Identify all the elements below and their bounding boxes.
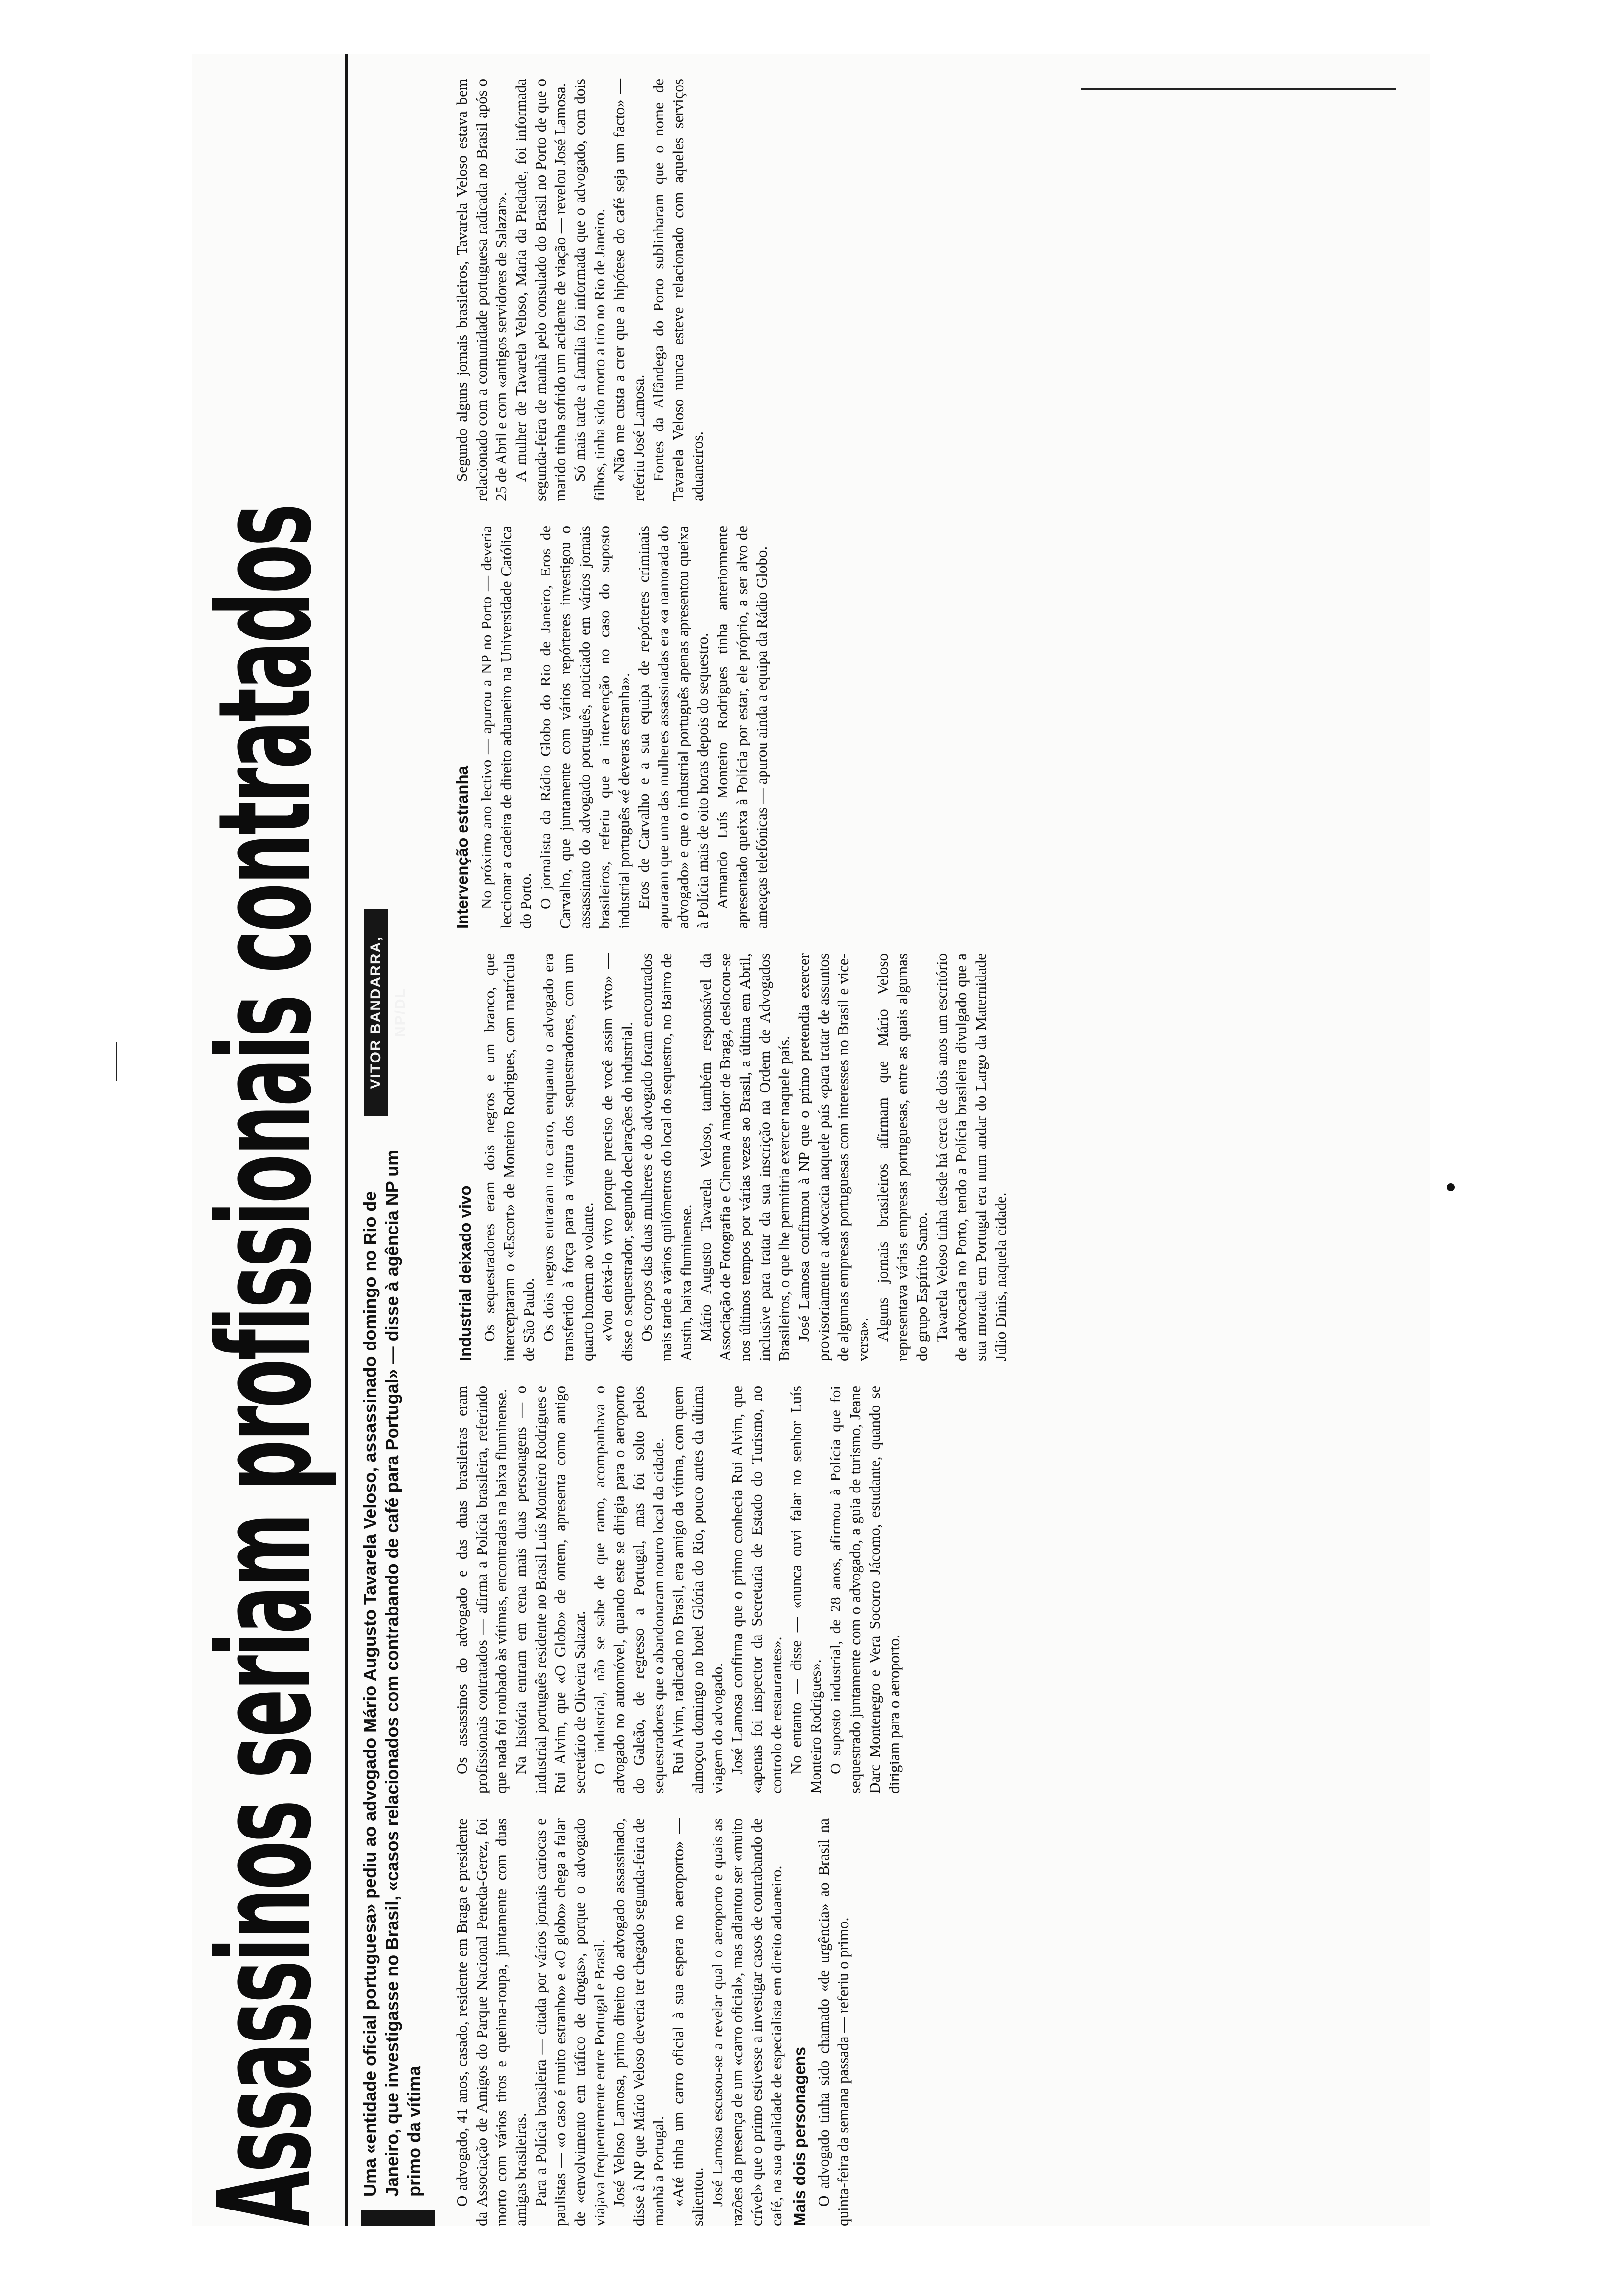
paragraph: Alguns jornais brasileiros afirmam que Mário Veloso representava várias empresas portuguesas, entre as quais algumas do grupo Espírito Santo.: [874, 953, 930, 1361]
paragraph: Os corpos das duas mulheres e do advogado foram encontrados mais tarde a vários quilómetros do local do sequestro, no Bairro de Austin, baixa fluminense.: [638, 953, 694, 1361]
paragraph: Para a Polícia brasileira — citada por vários jornais cariocas e paulistas — «o caso é muito estranho» e «O globo» chega a falar de «envolvimento em tráfico de drogas», porque o advogado viajava frequentemente entre Portugal e Brasil.: [532, 1818, 608, 2226]
paragraph: No próximo ano lectivo — apurou a NP no Porto — deveria leccionar a cadeira de direito aduaneiro na Universidade Católica do Porto.: [478, 526, 534, 929]
paragraph: José Veloso Lamosa, primo direito do advogado assassinado, disse à NP que Mário Veloso deveria ter chegado segunda-feira de manhã a Portugal.: [610, 1818, 667, 2226]
paragraph: Armando Luís Monteiro Rodrigues tinha anteriormente apresentado queixa à Polícia por estar, ele próprio, a ser alvo de ameaças telefónicas — apurou ainda a equipa da Rádio Globo.: [714, 526, 770, 929]
paragraph: No entanto — disse — «nunca ouvi falar no senhor Luís Monteiro Rodrigues».: [787, 1386, 824, 1794]
paragraph: «Até tinha um carro oficial à sua espera no aeroporto» — salientou.: [669, 1818, 706, 2226]
newspaper-clipping: [192, 54, 1430, 2226]
paragraph: Só mais tarde a família foi informada que o advogado, com dois filhos, tinha sido morto a tiro no Rio de Janeiro.: [571, 79, 608, 501]
paragraph: Segundo alguns jornais brasileiros, Tavarela Veloso estava bem relacionado com a comunidade portuguesa radicada no Brasil após o 25 de Abril e com «antigos servidores de Salazar».: [453, 79, 510, 501]
column-4: [452, 526, 772, 929]
paragraph: O advogado, 41 anos, casado, residente em Braga e presidente da Associação de Amigos do Parque Nacional Peneda-Gerez, foi morto com vários tiros e queima-roupa, juntamente com duas amigas brasileiras.: [453, 1818, 529, 2226]
column-2: [452, 1386, 904, 1794]
paragraph: Rui Alvim, radicado no Brasil, era amigo da vítima, com quem almoçou domingo no hotel Glória do Rio, pouco antes da última viagem do advogado.: [669, 1386, 726, 1794]
paragraph: Os assassinos do advogado e das duas brasileiras eram profissionais contratados — afirma a Polícia brasileira, referindo que nada foi roubado às vítimas, encontradas na baixa fluminense.: [453, 1386, 510, 1794]
paragraph: A mulher de Tavarela Veloso, Maria da Piedade, foi informada segunda-feira de manhã pelo consulado do Brasil no Porto de que o marido tinha sofrido um acidente de viação — revelou José Lamosa.: [512, 79, 569, 501]
paragraph: O suposto industrial, de 28 anos, afirmou à Polícia que foi sequestrado juntamente com o advogado, a guia de turismo, Jeane Darc Montenegro e Vera Socorro Jácomo, estudante, quando se dirigiam para o aeroporto.: [827, 1386, 903, 1794]
paragraph: José Lamosa escusou-se a revelar qual o aeroporto e quais as razões da presença de um «carro oficial», mas adiantou ser «muito crível» que o primo estivesse a investigar casos de contrabando de café, na sua qualidade de especialista em direito aduaneiro.: [709, 1818, 785, 2226]
scan-edge-mark: [116, 1042, 117, 1081]
subheading: Industrial deixado vivo: [456, 1185, 474, 1361]
headline: Assassinos seriam profissionais contratados: [191, 505, 340, 2226]
scan-edge-mark: [1081, 88, 1396, 90]
paragraph: José Lamosa confirmou à NP que o primo pretendia exercer provisoriamente a advocacia naquele país «para tratar de assuntos de algumas empresas portuguesas com interesses no Brasil e vice-versa».: [795, 953, 871, 1361]
lead-marker-bar: [361, 2210, 435, 2226]
column-5: [452, 79, 708, 501]
headline-rule: [345, 54, 348, 2226]
subheading: Intervenção estranha: [453, 766, 471, 929]
paragraph: O jornalista da Rádio Globo do Rio de Janeiro, Eros de Carvalho, que juntamente com vários repórteres investigou o assassinato do advogado português, noticiado em vários jornais brasileiros, referiu que a intervenção no caso do suposto industrial português «é deveras estranha».: [537, 526, 633, 929]
paragraph: Mário Augusto Tavarela Veloso, também responsável da Associação de Fotografia e Cinema Amador de Braga, deslocou-se nos últimos tempos por várias vezes ao Brasil, a última em Abril, inclusive para tratar da sua inscrição na Ordem de Advogados Brasileiros, o que lhe permitiria exercer naquele país.: [697, 953, 793, 1361]
subheading: Mais dois personagens: [790, 2047, 808, 2226]
paragraph: Os dois negros entraram no carro, enquanto o advogado era transferido à força para a viatura dos sequestradores, com um quarto homem ao volante.: [540, 953, 596, 1361]
paragraph: O industrial, não se sabe de que ramo, acompanhava o advogado no automóvel, quando este se dirigia para o aeroporto do Galeão, de regresso a Portugal, mas foi solto pelos sequestradores que o abandonaram noutro local da cidade.: [591, 1386, 667, 1794]
paragraph: José Lamosa confirma que o primo conhecia Rui Alvim, que «apenas foi inspector da Secretaria de Estado do Turismo, no controlo de restaurantes».: [728, 1386, 785, 1794]
paragraph: «Vou deixá-lo vivo porque preciso de você assim vivo» — disse o sequestrador, segundo declarações do industrial.: [599, 953, 635, 1361]
column-3: [452, 953, 1010, 1361]
paragraph: O advogado tinha sido chamado «de urgência» ao Brasil na quinta-feira da semana passada — referiu o primo.: [815, 1818, 852, 2226]
paragraph: Tavarela Veloso tinha desde há cerca de dois anos um escritório de advocacia no Porto, tendo a Polícia brasileira divulgado que a sua morada em Portugal era num andar do Largo da Maternidade Júlio Dinis, naquela cidade.: [933, 953, 1009, 1361]
paragraph: «Não me custa a crer que a hipótese do café seja um facto» — referiu José Lamosa.: [610, 79, 647, 501]
scan-speck: [1447, 1183, 1455, 1191]
column-1: [452, 1818, 853, 2226]
paragraph: Fontes da Alfândega do Porto sublinharam que o nome de Tavarela Veloso nunca esteve relacionado com aqueles serviços aduaneiros.: [650, 79, 706, 501]
paragraph: Eros de Carvalho e a sua equipa de repórteres criminais apuraram que uma das mulheres assassinadas era «a namorada do advogado» e que o industrial português apenas apresentou queixa à Polícia mais de oito horas depois do sequestro.: [635, 526, 711, 929]
paragraph: Na história entram em cena mais duas personagens — o industrial português residente no Brasil Luís Monteiro Rodrigues e Rui Alvim, que «O Globo» de ontem, apresenta como antigo secretário de Oliveira Salazar.: [512, 1386, 588, 1794]
lead-paragraph: Uma «entidade oficial portuguesa» pediu ao advogado Mário Augusto Tavarela Veloso, assassinado domingo no Rio de Janeiro, que investigasse no Brasil, «casos relacionados com contrabando de café para Portugal» — disse à agência NP um primo da vítima: [360, 1149, 424, 2197]
paragraph: Os sequestradores eram dois negros e um branco, que interceptaram o «Escort» de Monteiro Rodrigues, com matrícula de São Paulo.: [481, 953, 537, 1361]
byline: VITOR BANDARRA, NP/DL: [364, 909, 388, 1116]
